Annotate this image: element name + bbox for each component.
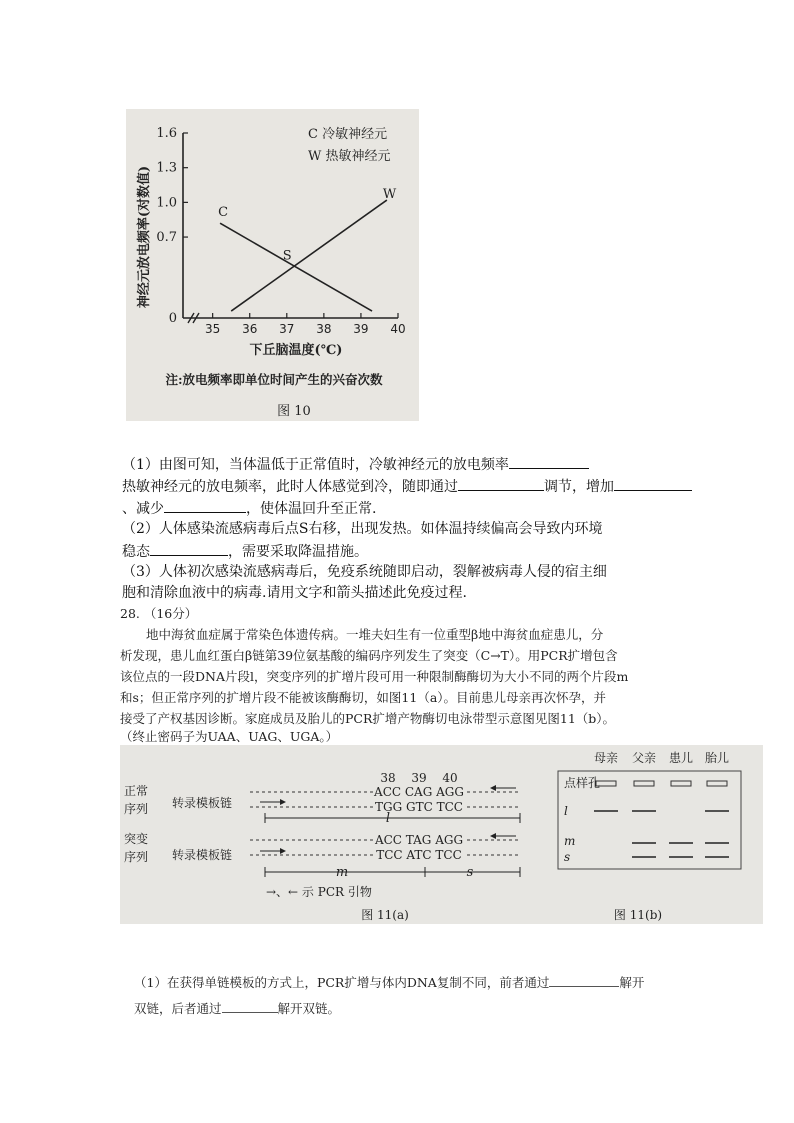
l-label: l: [385, 811, 391, 826]
x-tick-label: 38: [316, 322, 332, 336]
q27-line-2: [122, 475, 772, 498]
row-label-s: s: [564, 850, 571, 864]
q28-1-text: 解开双链。: [277, 1001, 341, 1016]
normal-label: 序列: [124, 802, 149, 816]
q27-text: 稳态: [122, 544, 150, 560]
y-tick-label: 0.7: [156, 230, 177, 246]
normal-label: 正常: [124, 784, 149, 798]
figure-11-diagram: [120, 745, 763, 924]
series-line-w: [231, 200, 387, 311]
m-label: m: [335, 865, 349, 880]
mutant-top-strand: ACC TAG AGG: [374, 833, 464, 847]
answer-blank[interactable]: [458, 475, 544, 491]
lane-label-fetus: 胎儿: [704, 751, 730, 765]
q27-line-3: [122, 497, 762, 520]
q27-line-5: [122, 540, 762, 563]
x-tick-label: 39: [353, 322, 369, 336]
x-axis-label: 下丘脑温度(℃): [249, 343, 343, 358]
row-label-l: l: [564, 804, 568, 818]
s-label: s: [466, 865, 474, 880]
q27-line-4: （2）人体感染流感病毒后点S右移，出现发热。如体温持续偏高会导致内环境: [122, 521, 603, 537]
answer-blank[interactable]: [614, 475, 692, 491]
series-line-c: [220, 223, 372, 311]
legend-w: W 热敏神经元: [308, 149, 391, 164]
figure-11: [120, 745, 763, 924]
figure-10-chart: [126, 109, 419, 421]
answer-blank[interactable]: [164, 497, 246, 513]
legend-c: C 冷敏神经元: [308, 127, 388, 142]
series-label-c: C: [218, 205, 229, 221]
y-tick-label: 0: [168, 311, 177, 326]
q27-line-7: 胞和清除血液中的病毒.请用文字和箭头描述此免疫过程.: [122, 585, 467, 601]
lane-label-patient: 患儿: [668, 751, 694, 765]
q28-1-line-2: [134, 996, 754, 1022]
answer-blank[interactable]: [549, 973, 619, 987]
q28-1-text: 双链，后者通过: [134, 1001, 222, 1016]
q27-text: 调节，增加: [544, 479, 614, 495]
q28-1-text: （1）在获得单链模板的方式上，PCR扩增与体内DNA复制不同，前者通过: [134, 975, 550, 990]
q28-1-text: 解开: [619, 975, 645, 990]
primer-arrow: [490, 833, 496, 839]
mutant-bottom-strand: TCC ATC TCC: [376, 848, 462, 862]
figure-11a-caption: 图 11(a): [361, 908, 409, 922]
figure-10: [126, 109, 419, 421]
q27-text: 、减少: [122, 501, 164, 517]
q28-para-line: 接受了产权基因诊断。家庭成员及胎儿的PCR扩增产物酶切电泳带型示意图见图11（b）。: [120, 711, 616, 726]
y-tick-label: 1.3: [156, 160, 177, 176]
primer-arrow: [490, 785, 496, 791]
mutant-label: 序列: [124, 850, 149, 864]
x-tick-label: 37: [279, 322, 295, 336]
figure-10-caption: 图 10: [277, 404, 311, 419]
x-tick-label: 35: [205, 322, 221, 336]
q28-1-line-1: [134, 970, 754, 996]
primer-legend: →、← 示 PCR 引物: [266, 885, 372, 899]
lane-label-mother: 母亲: [593, 751, 619, 765]
gel-well: [634, 781, 654, 786]
template-label: 转录模板链: [172, 848, 233, 862]
row-label-wells: 点样孔: [564, 776, 601, 790]
q28-para-line: 该位点的一段DNA片段l，突变序列的扩增片段可用一种限制酶酶切为大小不同的两个片段m: [120, 669, 629, 684]
q27-text: ，使体温回升至正常.: [246, 501, 377, 517]
answer-blank[interactable]: [222, 999, 278, 1013]
y-axis-label: 神经元放电频率(对数值): [137, 165, 152, 309]
figure-10-note: 注:放电频率即单位时间产生的兴奋次数: [165, 372, 383, 387]
row-label-m: m: [564, 834, 576, 848]
q28-para-line: 地中海贫血症属于常染色体遗传病。一堆夫妇生有一位重型β地中海贫血症患儿，分: [146, 627, 604, 642]
codon-number: 39: [411, 771, 427, 785]
x-tick-label: 40: [390, 322, 406, 336]
answer-blank[interactable]: [150, 540, 228, 556]
template-label: 转录模板链: [172, 796, 233, 810]
answer-blank[interactable]: [509, 453, 589, 469]
normal-top-strand: ACC CAG AGG: [374, 785, 464, 799]
gel-well: [707, 781, 727, 786]
figure-11b-caption: 图 11(b): [613, 908, 663, 922]
q27-text: ，需要采取降温措施。: [228, 544, 368, 560]
codon-number: 38: [380, 771, 396, 785]
series-label-w: W: [382, 187, 397, 203]
q28-para-line: 和s；但正常序列的扩增片段不能被该酶酶切，如图11（a）。目前患儿母亲再次怀孕，并: [120, 690, 607, 705]
q28-heading: 28. （16分）: [120, 606, 198, 621]
q28-para-line: 析发现，患儿血红蛋白β链第39位氨基酸的编码序列发生了突变（C→T）。用PCR扩增包含: [120, 648, 618, 663]
q27-line-1: [122, 453, 762, 476]
q27-text: 热敏神经元的放电频率，此时人体感觉到冷，随即通过: [122, 479, 458, 495]
x-tick-label: 36: [242, 322, 258, 336]
y-tick-label: 1.0: [156, 195, 177, 211]
normal-bottom-strand: TGG GTC TCC: [375, 800, 463, 814]
q27-line-6: （3）人体初次感染流感病毒后，免疫系统随即启动，裂解被病毒人侵的宿主细: [122, 564, 607, 580]
lane-label-father: 父亲: [631, 751, 657, 765]
gel-well: [671, 781, 691, 786]
codon-number: 40: [442, 771, 458, 785]
y-tick-label: 1.6: [156, 126, 177, 141]
primer-arrow: [280, 799, 286, 805]
primer-arrow: [280, 848, 286, 854]
mutant-label: 突变: [124, 832, 149, 846]
annotation-s: S: [282, 248, 292, 264]
q28-para-line: （终止密码子为UAA、UAG、UGA。）: [120, 729, 339, 744]
q27-text: （1）由图可知，当体温低于正常值时，冷敏神经元的放电频率: [122, 457, 509, 473]
